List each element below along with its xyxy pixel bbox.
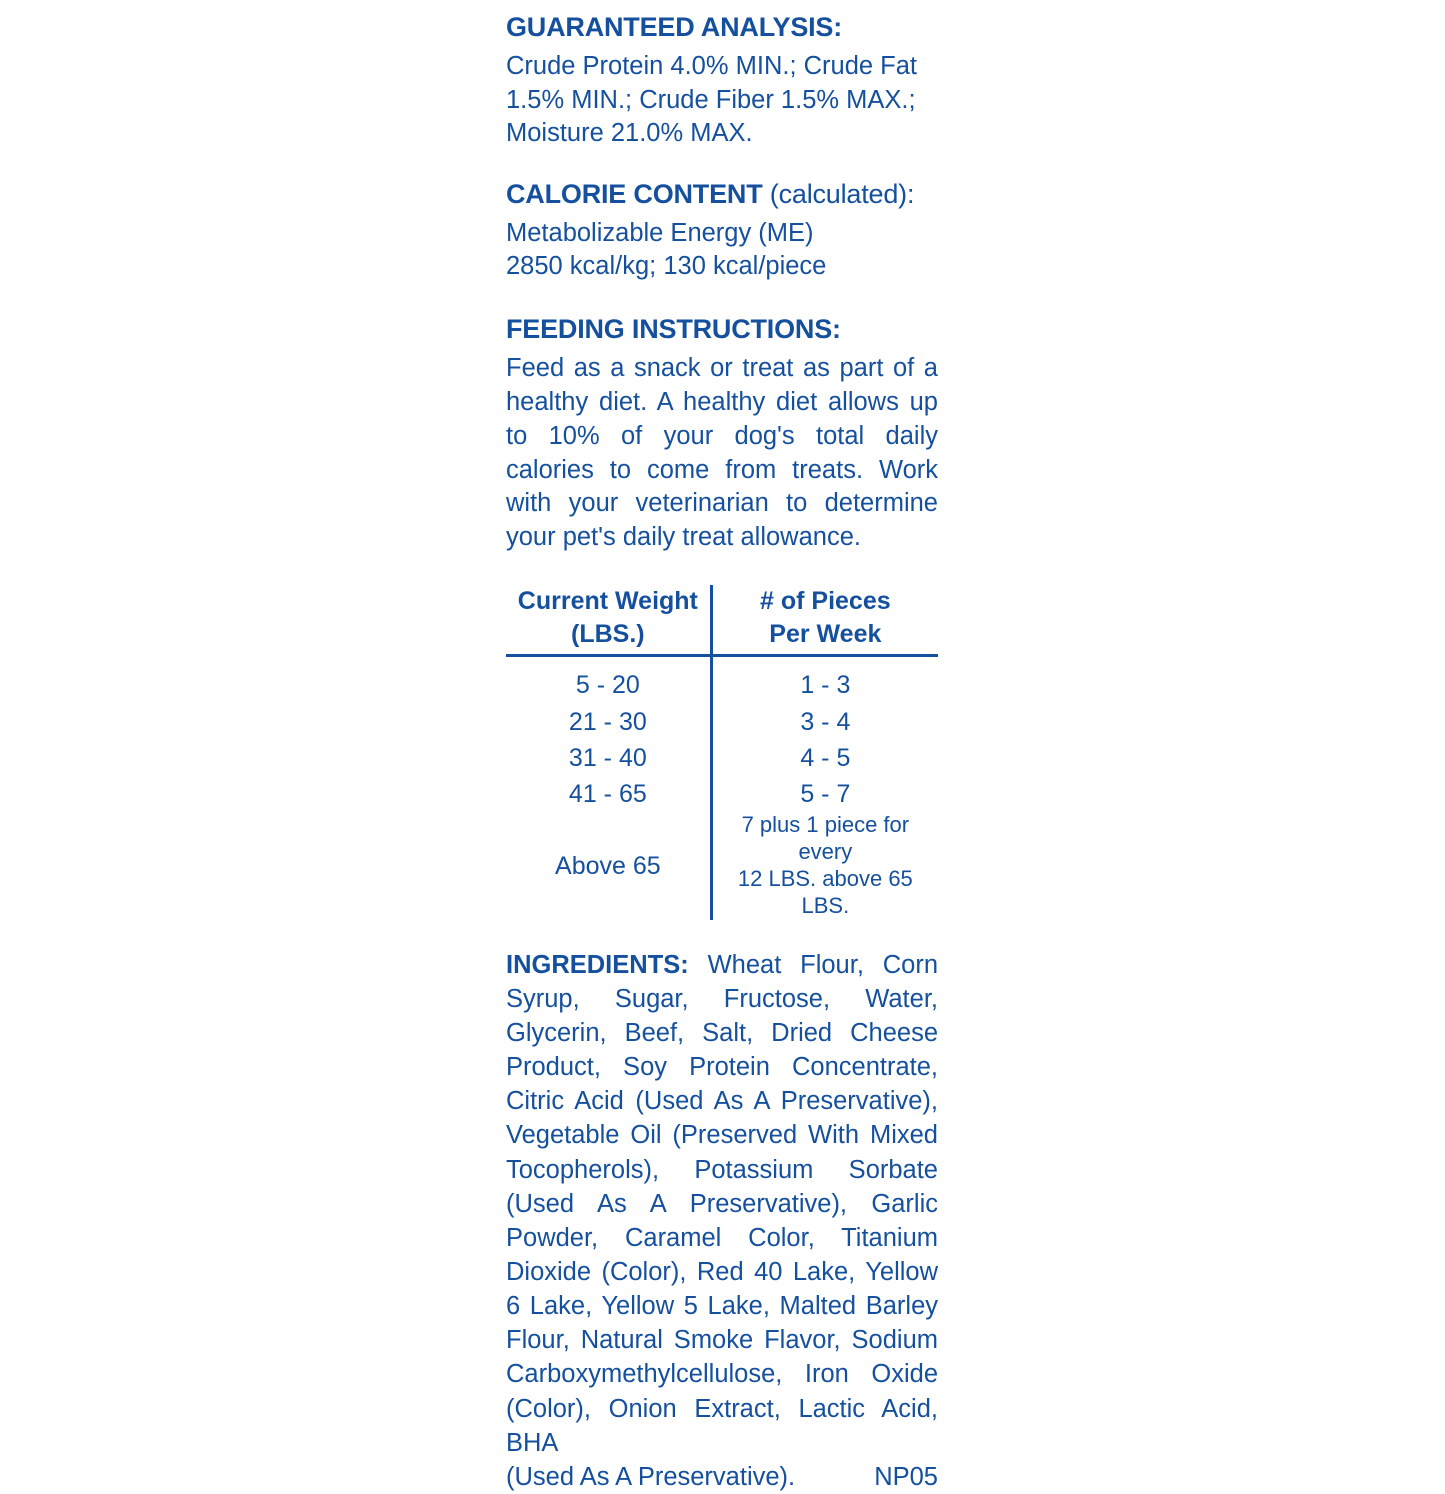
- guaranteed-analysis-section: [506, 12, 938, 151]
- table-row: [506, 776, 938, 812]
- row-pieces: 1 - 3: [800, 671, 851, 700]
- calorie-content-heading: [506, 179, 938, 211]
- feeding-table-col2-header: [711, 585, 938, 654]
- table-row: [506, 740, 938, 776]
- row-weight: 31 - 40: [506, 740, 711, 776]
- feeding-table-col1-header: [506, 585, 711, 654]
- row-weight: 21 - 30: [506, 704, 711, 740]
- row-weight: 41 - 65: [506, 776, 711, 812]
- row-pieces: [711, 812, 938, 919]
- calorie-content-line1: Metabolizable Energy (ME): [506, 218, 814, 247]
- nutrition-panel: [506, 12, 938, 1494]
- row-weight: 5 - 20: [506, 667, 711, 703]
- calorie-content-heading-bold: CALORIE CONTENT: [506, 178, 763, 209]
- ingredients-text: Wheat Flour, Corn Syrup, Sugar, Fructose, Water, Glycerin, Beef, Salt, Dried Cheese Product, Soy Protein Concentrate, Citric Acid (Used As A Preservative), Vegetable Oil (Preserved With Mixed Tocopherols), Potassium Sorbate (Used As A Preservative), Garlic Powder, Caramel Color, Titanium Dioxide (Color), Red 40 Lake, Yellow 6 Lake, Yellow 5 Lake, Malted Barley Flour, Natural Smoke Flavor, Sodium Carboxymethylcellulose, Iron Oxide (Color), Onion Extract, Lactic Acid, BHA: [506, 950, 938, 1457]
- ingredients-last-text: (Used As A Preservative).: [506, 1462, 796, 1491]
- feeding-instructions-heading: FEEDING INSTRUCTIONS:: [506, 314, 841, 344]
- guaranteed-analysis-heading: GUARANTEED ANALYSIS:: [506, 12, 843, 42]
- row-pieces: 3 - 4: [800, 707, 851, 736]
- feeding-table-col2-header-line2: Per Week: [769, 619, 882, 648]
- ingredients-section: [506, 948, 938, 1460]
- feeding-table-col1-header-line1: Current Weight: [517, 587, 698, 616]
- feeding-table-col2-header-line1: # of Pieces: [760, 587, 891, 616]
- feeding-instructions-text: Feed as a snack or treat as part of a healthy diet. A healthy diet allows up to 10% of your dog's total daily calories to come from treats. Work with your veterinarian to determine your pet's daily treat allowance.: [506, 353, 938, 552]
- row-pieces-line1: 7 plus 1 piece for every: [741, 812, 910, 865]
- table-row: [506, 704, 938, 740]
- calorie-content-heading-rest: (calculated):: [762, 178, 915, 209]
- row-weight: Above 65: [506, 812, 711, 919]
- ingredients-label: INGREDIENTS:: [506, 950, 689, 979]
- row-pieces-line2: 12 LBS. above 65 LBS.: [737, 865, 913, 918]
- spacer-left: [506, 657, 711, 667]
- feeding-table-header-row: [506, 585, 938, 654]
- calorie-content-section: [506, 179, 938, 284]
- row-pieces: 5 - 7: [800, 780, 851, 809]
- row-pieces: 4 - 5: [800, 743, 851, 772]
- feeding-table: [506, 585, 938, 919]
- guaranteed-analysis-text: Crude Protein 4.0% MIN.; Crude Fat 1.5% MIN.; Crude Fiber 1.5% MAX.; Moisture 21.0% MAX.: [506, 51, 918, 148]
- product-code: NP05: [874, 1462, 938, 1491]
- calorie-content-line2: 2850 kcal/kg; 130 kcal/piece: [506, 252, 827, 281]
- feeding-table-col1-header-line2: (LBS.): [571, 619, 645, 648]
- feeding-instructions-section: [506, 314, 938, 920]
- table-row-last: [506, 812, 938, 919]
- ingredients-last-line: [506, 1460, 938, 1494]
- spacer-right: [711, 657, 938, 667]
- feeding-table-spacer: [506, 657, 938, 667]
- table-row: [506, 667, 938, 703]
